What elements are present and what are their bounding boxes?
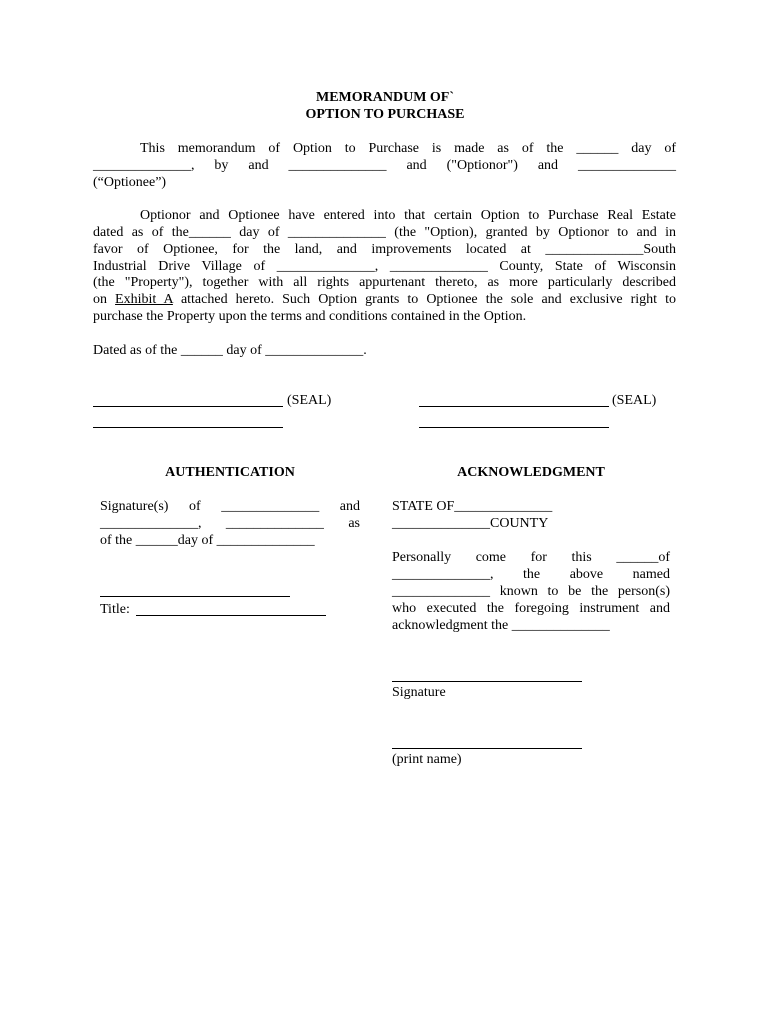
authentication-line-2: ______________, ______________ as bbox=[100, 516, 360, 531]
acknowledgment-line-1: Personally come for this ______of bbox=[392, 550, 670, 565]
authentication-line-3: of the ______day of ______________ bbox=[100, 533, 315, 548]
acknowledgment-signature-label: Signature bbox=[392, 685, 446, 700]
intro-line-2: ______________, by and ______________ and ("Optionor") and ______________ bbox=[93, 158, 676, 173]
signature-line-right-1 bbox=[419, 406, 609, 407]
exhibit-a-reference: Exhibit A bbox=[115, 292, 173, 307]
acknowledgment-line-4: who executed the foregoing instrument and bbox=[392, 601, 670, 616]
acknowledgment-line-5: acknowledgment the ______________ bbox=[392, 618, 610, 633]
authentication-heading: AUTHENTICATION bbox=[165, 465, 295, 480]
acknowledgment-line-3: ______________ known to be the person(s) bbox=[392, 584, 670, 599]
intro-line-1: This memorandum of Option to Purchase is made as of the ______ day of bbox=[140, 141, 676, 156]
body-line-2: dated as of the______ day of ______________ (the "Option), granted by Optionor to and in bbox=[93, 225, 676, 240]
signature-line-right-2 bbox=[419, 427, 609, 428]
body-line-4: Industrial Drive Village of ______________, ______________ County, State of Wisconsin bbox=[93, 259, 676, 274]
acknowledgment-signature-line bbox=[392, 681, 582, 682]
body-line-7: purchase the Property upon the terms and conditions contained in the Option. bbox=[93, 309, 527, 324]
body-line-5: (the "Property"), together with all rights appurtenant thereto, as more particularly described bbox=[93, 275, 676, 290]
body-line-3: favor of Optionee, for the land, and improvements located at ______________South bbox=[93, 242, 676, 257]
authentication-line-1: Signature(s) of ______________ and bbox=[100, 499, 360, 514]
seal-label-right: (SEAL) bbox=[612, 393, 657, 408]
acknowledgment-line-2: ______________, the above named bbox=[392, 567, 670, 582]
body-line-1: Optionor and Optionee have entered into that certain Option to Purchase Real Estate bbox=[140, 208, 676, 223]
signature-line-left-1 bbox=[93, 406, 283, 407]
acknowledgment-state: STATE OF______________ bbox=[392, 499, 553, 514]
document-title-line-2: OPTION TO PURCHASE bbox=[305, 107, 465, 122]
body-line-6-post: attached hereto. Such Option grants to Optionee the sole and exclusive right to bbox=[172, 292, 676, 307]
body-line-6 bbox=[93, 291, 676, 308]
seal-label-left: (SEAL) bbox=[287, 393, 332, 408]
body-line-6-pre: on bbox=[93, 292, 116, 307]
signature-line-left-2 bbox=[93, 427, 283, 428]
acknowledgment-print-name-line bbox=[392, 748, 582, 749]
acknowledgment-print-name-label: (print name) bbox=[392, 752, 462, 767]
authentication-signature-line bbox=[100, 596, 290, 597]
acknowledgment-county: ______________COUNTY bbox=[392, 516, 549, 531]
dated-line: Dated as of the ______ day of ______________. bbox=[93, 343, 367, 358]
document-title-line-1: MEMORANDUM OF` bbox=[315, 90, 455, 105]
authentication-title-line bbox=[136, 615, 326, 616]
authentication-title-label: Title: bbox=[100, 602, 134, 617]
intro-line-3: (“Optionee”) bbox=[93, 175, 167, 190]
acknowledgment-heading: ACKNOWLEDGMENT bbox=[457, 465, 605, 480]
